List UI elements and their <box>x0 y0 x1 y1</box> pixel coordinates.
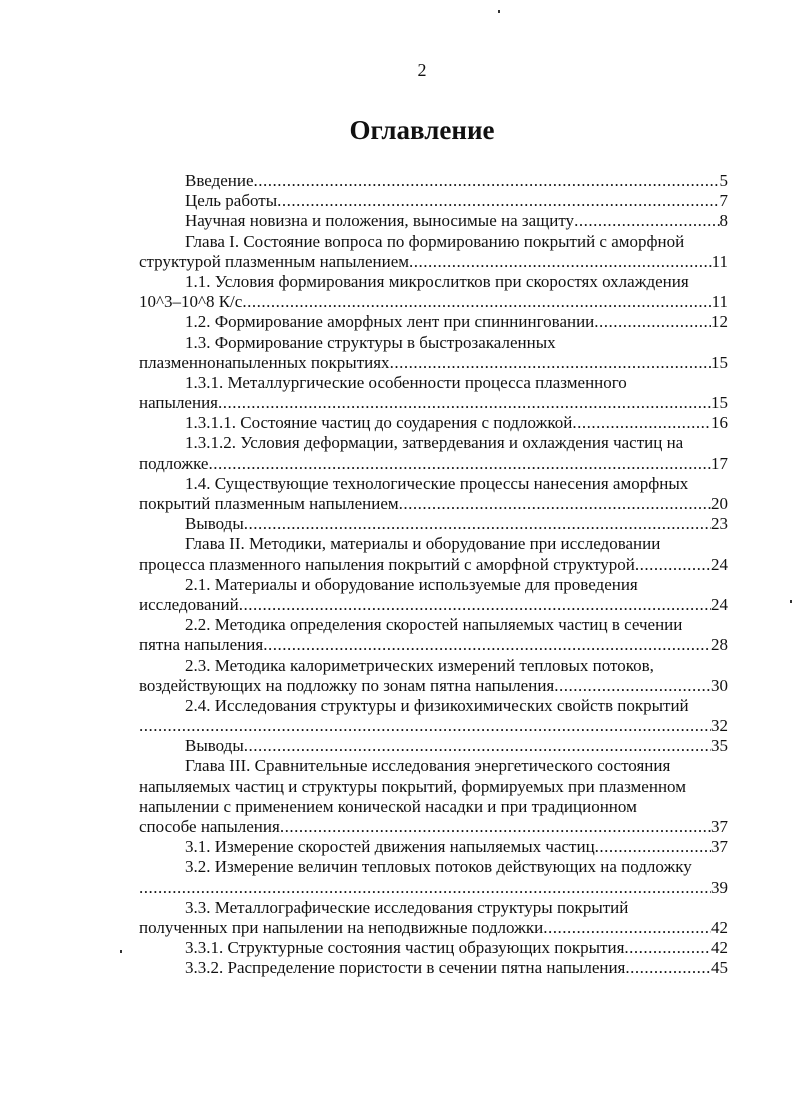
toc-entry-title: Глава III. Сравнительные исследования энергетического состояния <box>185 756 671 776</box>
toc-entry[interactable] <box>139 333 728 373</box>
toc-entry-line <box>139 353 728 373</box>
toc-entry-line <box>139 272 728 292</box>
dot-leader <box>624 938 711 958</box>
toc-entry-title: Цель работы <box>185 191 278 211</box>
toc-entry[interactable] <box>139 898 728 938</box>
toc-entry[interactable] <box>139 211 728 231</box>
toc-entry[interactable] <box>139 615 728 655</box>
toc-entry-page: 28 <box>711 635 728 655</box>
toc-entry-page: 5 <box>719 171 728 190</box>
toc-entry-line <box>139 716 728 736</box>
toc-entry-title: воздействующих на подложку по зонам пятна напыления <box>139 675 555 695</box>
toc-entry-line <box>139 898 728 918</box>
toc-entry-line <box>139 736 728 756</box>
toc-entry-page: 37 <box>711 817 728 836</box>
toc-entry-line <box>139 676 728 696</box>
toc-entry[interactable] <box>139 171 728 191</box>
toc-entry-title: Выводы <box>185 514 244 534</box>
toc-entry[interactable] <box>139 696 728 736</box>
toc-entry-line <box>139 615 728 635</box>
toc-entry-line <box>139 555 728 575</box>
toc-entry-line <box>139 756 728 776</box>
toc-entry-page: 20 <box>711 494 728 513</box>
toc-entry-line <box>139 958 728 978</box>
toc-entry-title: процесса плазменного напыления покрытий с аморфной структурой <box>139 554 635 574</box>
toc-entry[interactable] <box>139 837 728 857</box>
toc-entry[interactable] <box>139 232 728 272</box>
toc-entry[interactable] <box>139 312 728 332</box>
toc-entry-title: напылении с применением конической насадки и при традиционном <box>139 796 637 816</box>
dot-leader <box>399 494 711 514</box>
dot-leader <box>242 292 711 312</box>
dot-leader <box>409 252 712 272</box>
toc-entry-title: напыления <box>139 393 218 413</box>
toc-entry-page: 17 <box>711 453 728 473</box>
toc-entry-title: полученных при напылении на неподвижные подложки <box>139 917 544 937</box>
toc-entry-line <box>139 777 728 797</box>
toc-entry-line <box>139 918 728 938</box>
dot-leader <box>277 191 719 211</box>
toc-entry-line <box>139 878 728 898</box>
toc-entry-line <box>139 696 728 716</box>
toc-entry-title: Глава II. Методики, материалы и оборудование при исследовании <box>185 534 661 554</box>
scan-speck <box>790 600 792 603</box>
dot-leader <box>139 716 711 736</box>
toc-entry[interactable] <box>139 373 728 413</box>
dot-leader <box>574 211 719 231</box>
toc-entry-line <box>139 191 728 211</box>
toc-entry-page: 45 <box>711 958 728 978</box>
toc-entry[interactable] <box>139 474 728 514</box>
toc-entry-line <box>139 575 728 595</box>
toc-entry-title: исследований <box>139 594 239 614</box>
toc-entry-page: 37 <box>711 837 728 857</box>
toc-entry-line <box>139 292 728 312</box>
toc-entry-line <box>139 817 728 837</box>
dot-leader <box>280 817 711 837</box>
toc-entry-title: 3.3.2. Распределение пористости в сечении пятна напыления <box>185 958 626 978</box>
toc-entry-page: 8 <box>719 211 728 231</box>
toc-entry-title: способе напыления <box>139 817 280 836</box>
toc-entry-page: 24 <box>711 554 728 574</box>
toc-entry-page: 30 <box>711 675 728 695</box>
toc-entry-page: 42 <box>711 938 728 958</box>
toc-entry-line <box>139 312 728 332</box>
toc-entry[interactable] <box>139 958 728 978</box>
toc-entry[interactable] <box>139 736 728 756</box>
toc-entry[interactable] <box>139 413 728 433</box>
dot-leader <box>543 918 711 938</box>
dot-leader <box>554 676 711 696</box>
toc-entry-page: 39 <box>711 877 728 897</box>
toc-entry-page: 12 <box>711 312 728 332</box>
toc-entry-page: 7 <box>719 191 728 211</box>
toc-entry-line <box>139 595 728 615</box>
toc-entry-line <box>139 474 728 494</box>
scan-speck <box>120 950 122 953</box>
dot-leader <box>625 958 711 978</box>
dot-leader <box>572 413 711 433</box>
dot-leader <box>263 635 711 655</box>
toc-entry[interactable] <box>139 191 728 211</box>
scan-speck <box>498 10 500 13</box>
toc-entry-page: 23 <box>711 514 728 534</box>
toc-entry-title: 2.1. Материалы и оборудование используемые для проведения <box>185 574 638 594</box>
page-number: 2 <box>417 60 427 80</box>
toc-entry-page: 35 <box>711 736 728 756</box>
toc-entry-title: 1.2. Формирование аморфных лент при спиннинговании <box>185 312 595 332</box>
toc-entry-line <box>139 433 728 453</box>
dot-leader <box>390 353 711 373</box>
toc-entry[interactable] <box>139 938 728 958</box>
toc-entry-line <box>139 252 728 272</box>
toc-entry-title: покрытий плазменным напылением <box>139 494 399 513</box>
toc-entry-title: плазменнонапыленных покрытиях <box>139 352 390 372</box>
toc-entry-page: 11 <box>711 251 728 271</box>
toc-entry-page: 32 <box>711 716 728 736</box>
toc-entry-page: 24 <box>711 594 728 614</box>
toc-entry-page: 15 <box>711 352 728 372</box>
toc-entry-line <box>139 232 728 252</box>
toc-entry-title: 10^3–10^8 К/с <box>139 292 243 312</box>
dot-leader <box>635 555 711 575</box>
toc-entry-title: 1.1. Условия формирования микрослитков при скоростях охлаждения <box>185 271 689 291</box>
dot-leader <box>254 171 720 191</box>
dot-leader <box>208 454 711 474</box>
toc-entry-title: 3.1. Измерение скоростей движения напыляемых частиц <box>185 837 595 857</box>
toc-entry[interactable] <box>139 756 728 837</box>
toc-entry-title: 2.3. Методика калориметрических измерений тепловых потоков, <box>185 655 654 675</box>
toc-entry-line <box>139 454 728 474</box>
toc-entry-page: 42 <box>711 917 728 937</box>
toc-entry-title: подложке <box>139 453 209 473</box>
toc-entry-title: 3.2. Измерение величин тепловых потоков действующих на подложку <box>185 857 692 877</box>
toc-entry-title: структурой плазменным напылением <box>139 251 410 271</box>
toc-entry-title: пятна напыления <box>139 635 264 655</box>
toc-entry[interactable] <box>139 514 728 534</box>
toc-entry-line <box>139 413 728 433</box>
toc-entry-title: 1.3.1. Металлургические особенности процесса плазменного <box>185 372 627 392</box>
toc-entry[interactable] <box>139 534 728 574</box>
toc-entry[interactable] <box>139 575 728 615</box>
toc-entry-line <box>139 171 728 191</box>
dot-leader <box>139 878 711 898</box>
dot-leader <box>218 393 711 413</box>
toc-entry-line <box>139 211 728 231</box>
table-of-contents <box>139 171 728 979</box>
toc-entry-line <box>139 656 728 676</box>
toc-entry-title: Выводы <box>185 736 244 756</box>
dot-leader <box>239 595 711 615</box>
toc-entry-line <box>139 797 728 817</box>
toc-entry-line <box>139 393 728 413</box>
toc-entry-line <box>139 938 728 958</box>
toc-entry-title: 1.3.1.1. Состояние частиц до соударения с подложкой <box>185 413 573 433</box>
toc-entry-title: 1.4. Существующие технологические процессы нанесения аморфных <box>185 473 689 493</box>
toc-entry-title: 3.3. Металлографические исследования структуры покрытий <box>185 897 629 917</box>
toc-entry-line <box>139 534 728 554</box>
toc-entry-line <box>139 857 728 877</box>
toc-entry[interactable] <box>139 656 728 696</box>
toc-entry-title: 2.2. Методика определения скоростей напыляемых частиц в сечении <box>185 615 683 635</box>
toc-entry-line <box>139 837 728 857</box>
toc-entry-title: Введение <box>185 171 254 190</box>
dot-leader <box>595 837 711 857</box>
toc-entry-title: Глава I. Состояние вопроса по формированию покрытий с аморфной <box>185 231 685 251</box>
toc-entry-title: 2.4. Исследования структуры и физикохимических свойств покрытий <box>185 695 689 715</box>
toc-entry-line <box>139 373 728 393</box>
page-title: Оглавление <box>349 115 495 145</box>
toc-entry[interactable] <box>139 857 728 897</box>
toc-entry-title: 1.3.1.2. Условия деформации, затвердевания и охлаждения частиц на <box>185 433 684 453</box>
dot-leader <box>244 514 711 534</box>
toc-entry-line <box>139 494 728 514</box>
toc-entry-page: 11 <box>711 292 728 312</box>
toc-entry[interactable] <box>139 272 728 312</box>
toc-entry-line <box>139 635 728 655</box>
toc-entry-title: 3.3.1. Структурные состояния частиц образующих покрытия <box>185 938 625 958</box>
dot-leader <box>594 312 711 332</box>
toc-entry-title: напыляемых частиц и структуры покрытий, формируемых при плазменном <box>139 776 686 796</box>
toc-entry[interactable] <box>139 433 728 473</box>
toc-entry-title: 1.3. Формирование структуры в быстрозакаленных <box>185 332 556 352</box>
toc-entry-page: 16 <box>711 413 728 433</box>
toc-entry-title: Научная новизна и положения, выносимые на защиту <box>185 211 575 231</box>
toc-entry-page: 15 <box>711 393 728 413</box>
dot-leader <box>244 736 711 756</box>
toc-entry-line <box>139 333 728 353</box>
toc-entry-line <box>139 514 728 534</box>
